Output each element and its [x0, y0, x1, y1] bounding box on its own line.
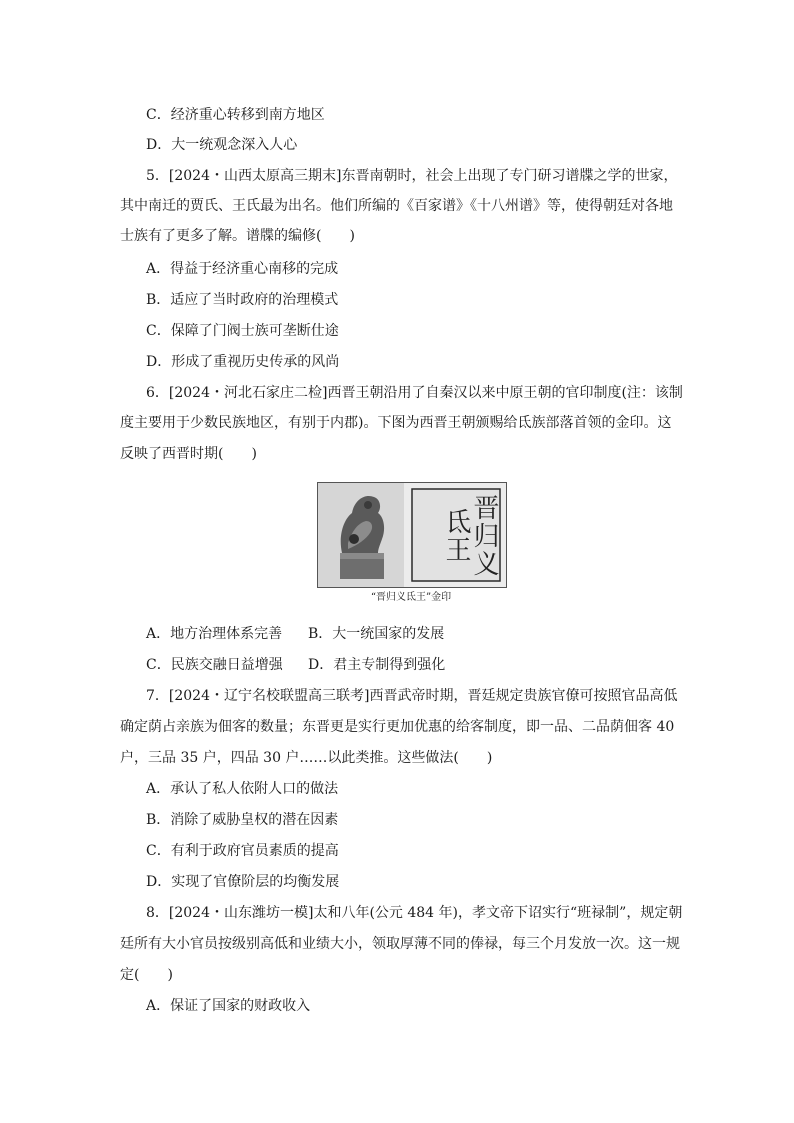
q5-stem-line1: 5．[2024・山西太原高三期末]东晋南朝时，社会上出现了专门研习谱牒之学的世家，: [146, 168, 678, 184]
q7-stem-line3: 户，三品 35 户，四品 30 户……以此类推。这些做法( ): [120, 750, 493, 766]
q5-option-b: B．适应了当时政府的治理模式: [146, 292, 339, 308]
gold-seal-figure: [317, 482, 507, 588]
q7-option-c: C．有利于政府官员素质的提高: [146, 843, 339, 859]
q6-stem-line2: 度主要用于少数民族地区，有别于内郡)。下图为西晋王朝颁赐给氐族部落首领的金印。这: [120, 415, 672, 431]
q6-stem-line1: 6．[2024・河北石家庄二检]西晋王朝沿用了自秦汉以来中原王朝的官印制度(注：该制: [146, 385, 683, 401]
q7-stem-line1: 7．[2024・辽宁名校联盟高三联考]西晋武帝时期，晋廷规定贵族官僚可按照官品高低: [146, 688, 678, 704]
q5-stem-line2: 其中南迁的贾氏、王氏最为出名。他们所编的《百家谱》《十八州谱》等，使得朝廷对各地: [120, 198, 673, 214]
q4-option-d: D．大一统观念深入人心: [146, 137, 298, 153]
q8-stem-line1: 8．[2024・山东潍坊一模]太和八年(公元 484 年)，孝文帝下诏实行“班禄制”，规定朝: [146, 905, 683, 921]
q5-stem-line3: 士族有了更多了解。谱牒的编修( ): [120, 228, 355, 244]
q8-stem-line3: 定( ): [120, 967, 173, 983]
q8-option-a: A．保证了国家的财政收入: [146, 998, 311, 1014]
q6-option-c: C．民族交融日益增强: [146, 657, 283, 673]
seal-imprint-text: 晋归义氐王: [441, 494, 499, 578]
q5-option-d: D．形成了重视历史传承的风尚: [146, 354, 340, 370]
q7-stem-line2: 确定荫占亲族为佃客的数量；东晋更是实行更加优惠的给客制度，即一品、二品荫佃客 40: [120, 719, 675, 735]
q8-stem-line2: 廷所有大小官员按级别高低和业绩大小，领取厚薄不同的俸禄，每三个月发放一次。这一规: [120, 936, 680, 952]
q7-option-b: B．消除了威胁皇权的潜在因素: [146, 812, 339, 828]
q6-stem-line3: 反映了西晋时期( ): [120, 446, 257, 462]
q7-option-d: D．实现了官僚阶层的均衡发展: [146, 874, 340, 890]
q5-option-a: A．得益于经济重心南移的完成: [146, 261, 339, 277]
q6-option-d: D．君主专制得到强化: [308, 657, 446, 673]
q7-option-a: A．承认了私人依附人口的做法: [146, 781, 339, 797]
figure-caption: “晋归义氐王”金印: [370, 592, 452, 603]
q5-option-c: C．保障了门阀士族可垄断仕途: [146, 323, 339, 339]
q6-option-b: B．大一统国家的发展: [308, 626, 445, 642]
q6-option-a: A．地方治理体系完善: [146, 626, 283, 642]
q4-option-c: C．经济重心转移到南方地区: [146, 107, 325, 123]
